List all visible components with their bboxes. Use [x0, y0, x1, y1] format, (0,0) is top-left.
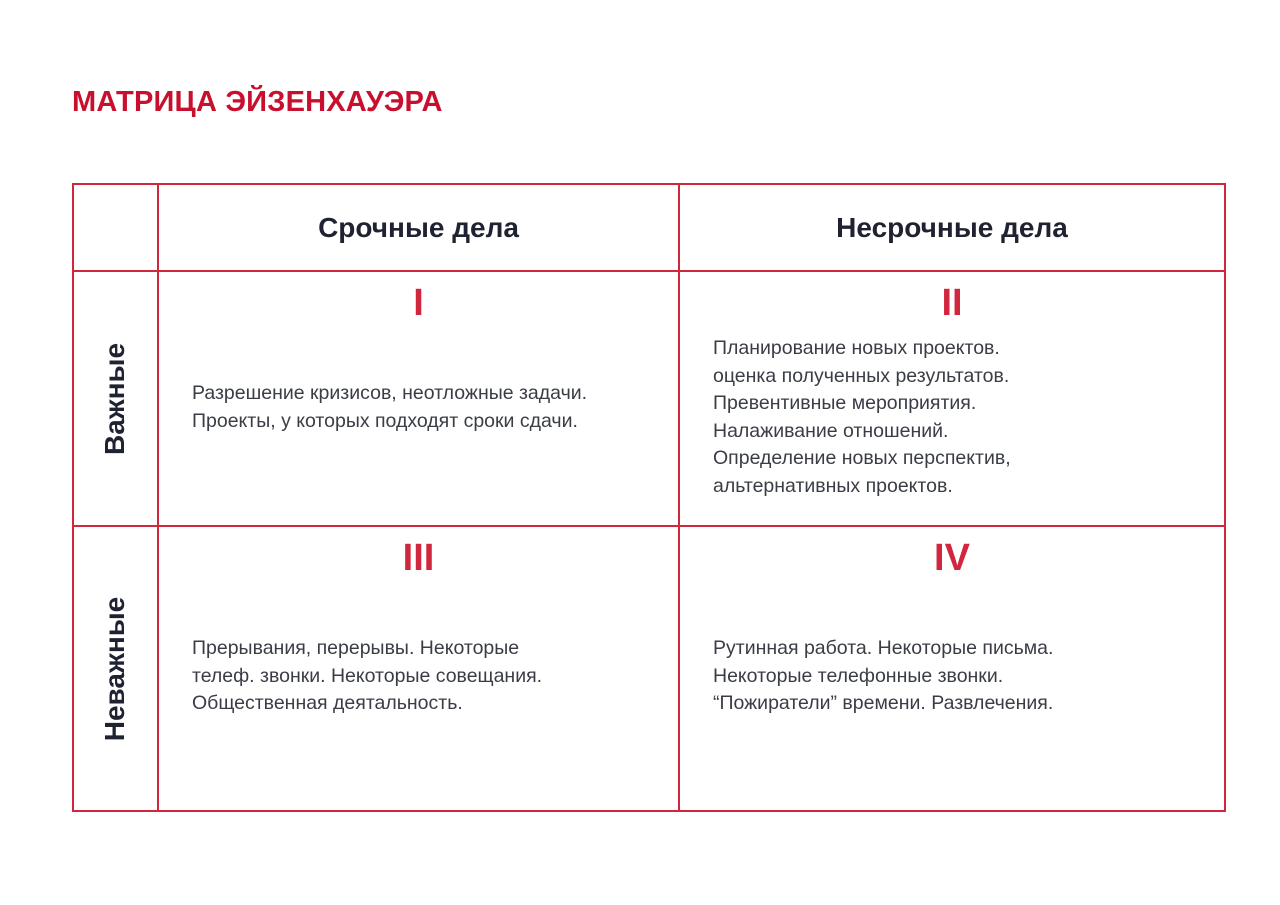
quadrant-numeral: IV	[934, 537, 970, 579]
quadrant-item: Прерывания, перерывы. Некоторые	[192, 637, 520, 659]
quadrant-item: оценка полученных результатов.	[713, 364, 1010, 387]
page-title: МАТРИЦА ЭЙЗЕНХАУЭРА	[72, 86, 443, 118]
quadrant-item: Общественная деятальность.	[192, 692, 463, 715]
quadrant-item-list	[192, 380, 587, 435]
quadrant-numeral: II	[941, 282, 963, 324]
quadrant-numeral: III	[402, 537, 435, 579]
quadrant-item: Рутинная работа. Некоторые письма.	[713, 637, 1054, 659]
quadrant-item: Определение новых перспектив,	[713, 447, 1011, 470]
quadrant-4	[680, 527, 1224, 810]
row-label-important: Важные	[99, 342, 131, 455]
quadrant-item: телеф. звонки. Некоторые совещания.	[192, 664, 543, 687]
quadrant-item-list	[192, 635, 542, 718]
quadrant-numeral: I	[413, 282, 424, 324]
column-header-urgent: Срочные дела	[159, 185, 680, 272]
quadrant-item: Превентивные мероприятия.	[713, 392, 977, 415]
eisenhower-matrix	[72, 183, 1226, 812]
quadrant-3	[159, 527, 680, 810]
quadrant-item: “Пожиратели” времени. Развлечения.	[713, 692, 1054, 715]
quadrant-item: Налаживание отношений.	[713, 419, 949, 442]
quadrant-2	[680, 272, 1224, 527]
quadrant-1	[159, 272, 680, 527]
quadrant-item: Разрешение кризисов, неотложные задачи.	[192, 382, 588, 404]
quadrant-item-list	[713, 635, 1053, 718]
row-label-not-important: Неважные	[99, 596, 131, 741]
quadrant-item: Проекты, у которых подходят сроки сдачи.	[192, 409, 578, 432]
quadrant-item: Планирование новых проектов.	[713, 337, 1000, 359]
quadrant-item: Некоторые телефонные звонки.	[713, 664, 1004, 687]
corner-cell	[74, 185, 159, 272]
row-header-not-important	[74, 527, 159, 810]
quadrant-item: альтернативных проектов.	[713, 474, 953, 497]
row-header-important	[74, 272, 159, 527]
quadrant-item-list	[713, 335, 1011, 501]
column-header-not-urgent: Несрочные дела	[680, 185, 1224, 272]
